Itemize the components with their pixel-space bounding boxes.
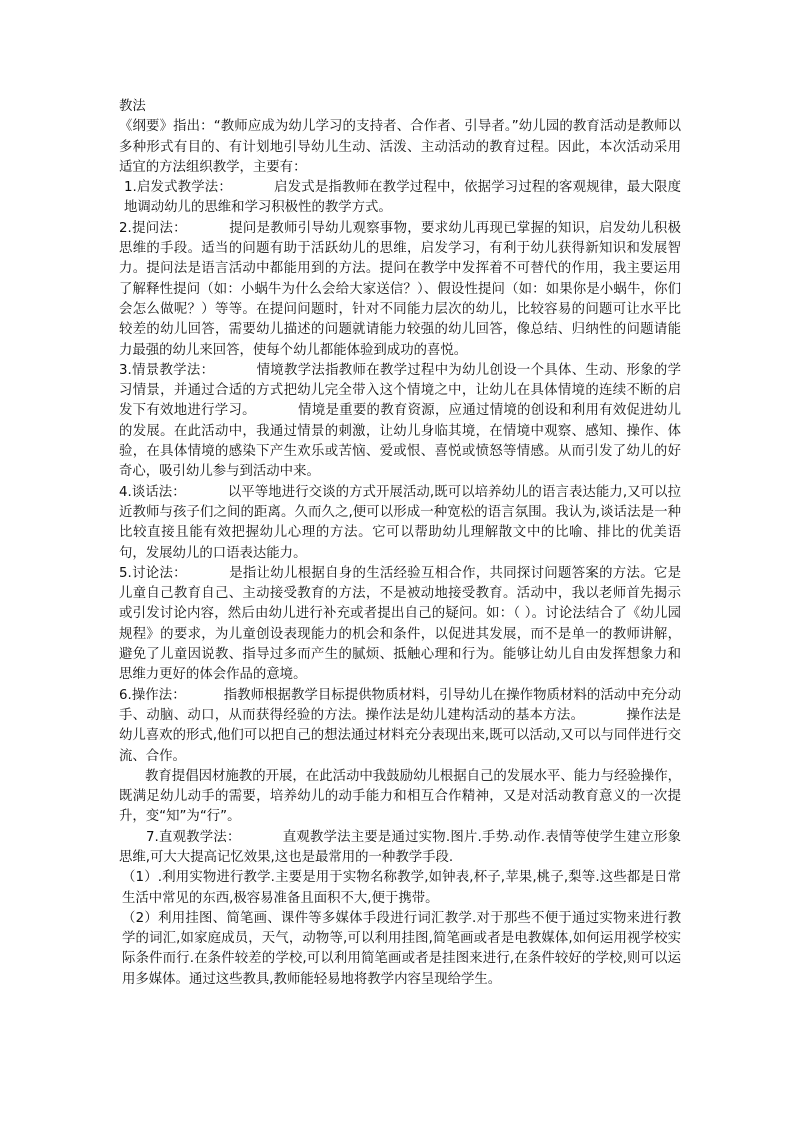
method-7-head: 7.直观教学法： [146, 829, 241, 845]
method-2-body: 提问是教师引导幼儿观察事物，要求幼儿再现已掌握的知识，启发幼儿积极思维的手段。适当的问题有助于活跃幼儿的思维，启发学习，有利于幼儿获得新知识和发展智力。提问法是语言活动中都能用到的方法。提问在教学中发挥着不可替代的作用，我主要运用了解释性提问（如：小蜗牛为什么会给大家送信？）、假设性提问（如：如果你是小蜗牛，你们会怎么做呢？）等等。在提问问题时，针对不同能力层次的幼儿，比较容易的问题可让水平比较差的幼儿回答，需要幼儿描述的问题就请能力较强的幼儿回答，像总结、归纳性的问题请能力最强的幼儿来回答，使每个幼儿都能体验到成功的喜悦。 [119, 220, 681, 358]
method-1 [119, 178, 681, 219]
method-6 [119, 686, 681, 767]
method-7 [119, 828, 681, 869]
method-5-body: 是指让幼儿根据自身的生活经验互相合作，共同探讨问题答案的方法。它是儿童自己教育自己、主动接受教育的方法，不是被动地接受教育。活动中，我以老师首先揭示或引发讨论内容，然后由幼儿进行补充或者提出自己的疑问。如：（ ）。讨论法结合了《幼儿园规程》的要求，为儿童创设表现能力的机会和条件，以促进其发展，而不是单一的教师讲解，避免了儿童因说教、指导过多而产生的腻烦、抵触心理和行为。能够让幼儿自由发挥想象力和思维力更好的体会作品的意境。 [119, 565, 681, 683]
method-4-head: 4.谈话法： [119, 484, 186, 500]
method-5-head: 5.讨论法： [119, 565, 187, 581]
method-2 [119, 219, 681, 361]
method-4-body: 以平等地进行交谈的方式开展活动,既可以培养幼儿的语言表达能力,又可以拉近教师与孩子们之间的距离。久而久之,便可以形成一种宽松的语言氛围。我认为,谈话法是一种比较直接且能有效把握幼儿心理的方法。它可以帮助幼儿理解散文中的比喻、排比的优美语句，发展幼儿的口语表达能力。 [119, 484, 681, 561]
method-4 [119, 483, 681, 564]
method-3-body: 情境教学法指教师在教学过程中为幼儿创设一个具体、生动、形象的学习情景，并通过合适的方式把幼儿完全带入这个情境之中，让幼儿在具体情境的连续不断的启发下有效地进行学习。 [119, 362, 682, 419]
method-2-head: 2.提问法： [119, 220, 187, 236]
method-6-head: 6.操作法： [119, 687, 186, 703]
extra-paragraph: 教育提倡因材施教的开展，在此活动中我鼓励幼儿根据自己的发展水平、能力与经验操作，既满足幼儿动手的需要，培养幼儿的动手能力和相互合作精神，又是对活动教育意义的一次提升，变“知”为“行”。 [119, 768, 681, 825]
method-1-body: 启发式是指教师在教学过程中，依据学习过程的客观规律，最大限度地调动幼儿的思维和学习积极性的教学方式。 [124, 180, 681, 216]
method-6-body: 指教师根据教学目标提供物质材料，引导幼儿在操作物质材料的活动中充分动手、动脑、动口，从而获得经验的方法。操作法是幼儿建构活动的基本方法。 [119, 687, 682, 723]
method-1-head: 1.启发式教学法： [124, 180, 232, 196]
method-3-body2: 情境是重要的教育资源，应通过情境的创设和利用有效促进幼儿的发展。在此活动中，我通过情景的刺激，让幼儿身临其境，在情境中观察、感知、操作、体验，在具体情境的感染下产生欢乐或苦恼、爱或恨、喜悦或愤怒等情感。从而引发了幼儿的好奇心，吸引幼儿参与到活动中来。 [119, 403, 681, 480]
method-7-sub-1: （1）.利用实物进行教学.主要是用于实物名称教学,如钟表,杯子,苹果,桃子,梨等.这些都是日常生活中常见的东西,极容易准备且面积不大,便于携带。 [122, 870, 681, 906]
document-page [119, 97, 681, 990]
method-5 [119, 564, 681, 686]
method-3-head: 3.情景教学法： [119, 362, 215, 378]
method-3 [119, 361, 681, 483]
method-7-sub-2: （2）利用挂图、简笔画、课件等多媒体手段进行词汇教学.对于那些不便于通过实物来进行教学的词汇,如家庭成员，天气，动物等,可以利用挂图,简笔画或者是电教媒体,如何运用视学校实际条件而行.在条件较差的学校,可以利用简笔画或者是挂图来进行,在条件较好的学校,则可以运用多媒体。通过这些教具,教师能轻易地将教学内容呈现给学生。 [122, 910, 681, 987]
method-6-body2: 操作法是幼儿喜欢的形式,他们可以把自己的想法通过材料充分表现出来,既可以活动,又可以与同伴进行交流、合作。 [119, 707, 682, 764]
intro-paragraph: 《纲要》指出：“教师应成为幼儿学习的支持者、合作者、引导者。”幼儿园的教育活动是教师以多种形式有目的、有计划地引导幼儿生动、活泼、主动活动的教育过程。因此，本次活动采用适宜的方法组织教学，主要有： [119, 119, 681, 175]
doc-title: 教法 [119, 99, 146, 114]
method-7-body: 直观教学法主要是通过实物.图片.手势.动作.表情等使学生建立形象思维,可大大提高记忆效果,这也是最常用的一种教学手段. [119, 829, 681, 865]
